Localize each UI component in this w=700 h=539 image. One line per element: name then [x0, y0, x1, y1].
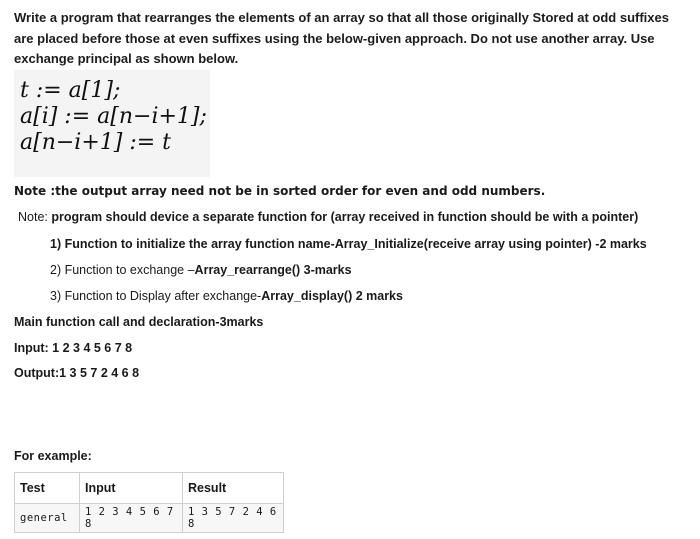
example-table — [14, 472, 284, 533]
output-line: Output:1 3 5 7 2 4 6 8 — [14, 366, 140, 380]
item-initialize-rest: (receive array using pointer) -2 marks — [423, 237, 647, 251]
formula-line-2: a[i] := a[n−i+1]; — [20, 104, 207, 129]
item-exchange-name: Array_rearrange() 3-marks — [194, 263, 352, 277]
item-display — [50, 289, 403, 303]
note-text: program should device a separate function for (array received in function should be with a pointer) — [47, 210, 639, 224]
problem-statement: Write a program that rearranges the elements of an array so that all those originally Stored at odd suffixes are placed before those at even suffixes using the below-given approach. Do not use another array. Use exchange principal as shown below. — [14, 10, 669, 66]
cell-input: 1 2 3 4 5 6 7 8 — [80, 504, 183, 533]
header-test: Test — [15, 473, 80, 504]
header-result: Result — [183, 473, 284, 504]
formula-line-3: a[n−i+1] := t — [20, 130, 172, 155]
item-display-text: 3) Function to Display after exchange- — [50, 289, 262, 303]
note-pointer — [18, 210, 638, 224]
item-initialize-name: Array_Initialize — [334, 237, 424, 251]
example-label: For example: — [14, 449, 92, 463]
table-row — [15, 504, 284, 533]
formula-line-1: t := a[1]; — [20, 78, 121, 103]
note-sorted-order: Note :the output array need not be in sorted order for even and odd numbers. — [14, 184, 546, 198]
input-line: Input: 1 2 3 4 5 6 7 8 — [14, 341, 133, 355]
table-header-row — [15, 473, 284, 504]
note-prefix: Note: — [18, 210, 48, 224]
item-display-name: Array_display() 2 marks — [261, 289, 403, 303]
item-initialize — [50, 237, 647, 251]
exchange-formula-image — [14, 70, 210, 177]
cell-test: general — [15, 504, 80, 533]
item-exchange-text: 2) Function to exchange – — [50, 263, 195, 277]
item-initialize-text: 1) Function to initialize the array function name- — [50, 237, 335, 251]
header-input: Input — [80, 473, 183, 504]
cell-result: 1 3 5 7 2 4 6 8 — [183, 504, 284, 533]
item-exchange — [50, 263, 352, 277]
main-function-line: Main function call and declaration-3marks — [14, 315, 264, 329]
